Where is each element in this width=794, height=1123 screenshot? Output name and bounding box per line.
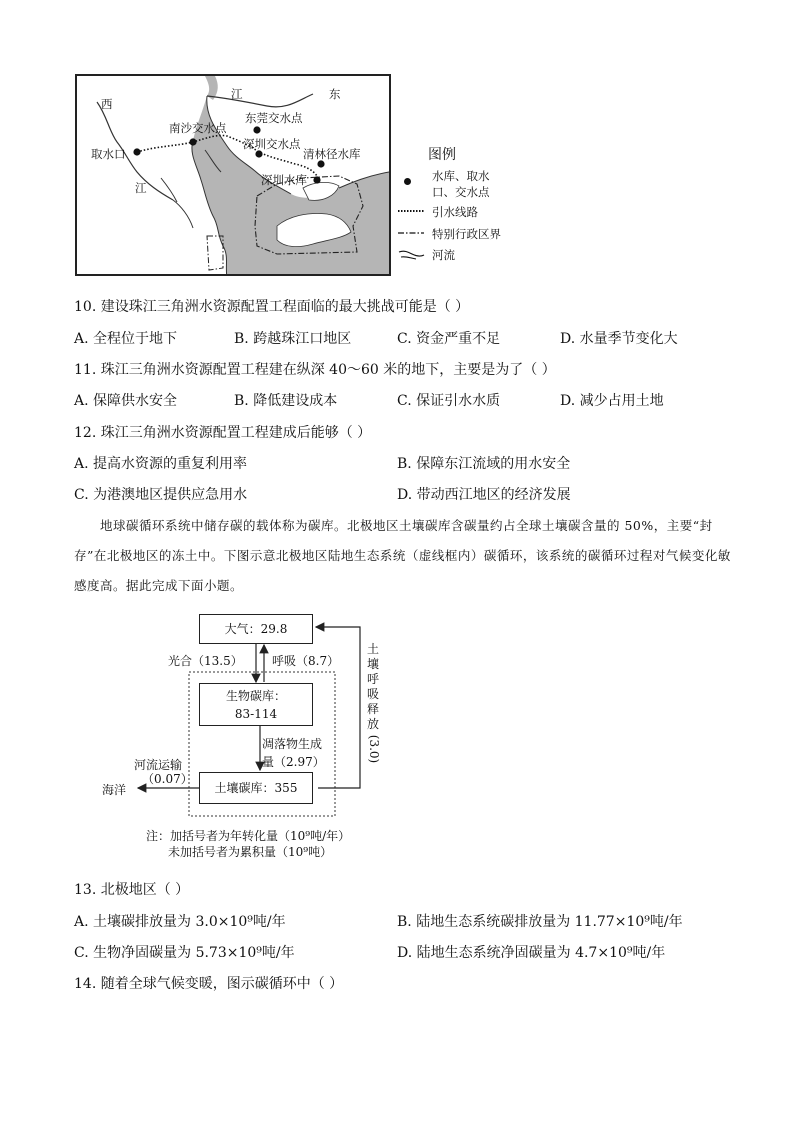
q11-option-a[interactable]: A. 保障供水安全	[74, 393, 178, 409]
q10-option-c[interactable]: C. 资金严重不足	[397, 331, 501, 347]
respiration-label: 呼吸（8.7）	[272, 654, 340, 668]
river-transport-value: （0.07）	[142, 772, 193, 786]
legend-route: 引水线路	[432, 205, 478, 219]
pearl-river-map	[75, 74, 391, 276]
q11-option-d[interactable]: D. 减少占用土地	[560, 393, 664, 409]
q10-option-d[interactable]: D. 水量季节变化大	[560, 331, 678, 347]
q11-option-b[interactable]: B. 降低建设成本	[234, 393, 338, 409]
map-label-shenzhen-jiao: 深圳交水点	[243, 137, 301, 151]
map-label-shenzhen-res: 深圳水库	[261, 173, 307, 187]
legend-boundary-icon	[396, 228, 426, 238]
legend-route-icon	[396, 206, 426, 216]
litter-label-line1: 凋落物生成	[262, 737, 323, 751]
q12-option-b[interactable]: B. 保障东江流域的用水安全	[397, 456, 571, 472]
soil-respiration-value: (3.0)	[367, 734, 382, 764]
photosynthesis-label: 光合（13.5）	[168, 654, 243, 668]
question-12-stem: 12. 珠江三角洲水资源配置工程建成后能够（ ）	[74, 425, 372, 441]
q12-option-c[interactable]: C. 为港澳地区提供应急用水	[74, 487, 248, 503]
legend-boundary: 特别行政区界	[432, 227, 501, 241]
question-11-stem: 11. 珠江三角洲水资源配置工程建在纵深 40～60 米的地下，主要是为了（ ）	[74, 362, 556, 378]
map-label-qinglinjing: 清林径水库	[303, 147, 361, 161]
bio-pool-label: 生物碳库：	[225, 689, 286, 703]
ocean-label: 海洋	[102, 783, 127, 797]
map-label-dongguan: 东莞交水点	[245, 111, 303, 125]
q13-option-a[interactable]: A. 土壤碳排放量为 3.0×10⁹吨/年	[74, 914, 286, 930]
q11-option-c[interactable]: C. 保证引水水质	[397, 393, 501, 409]
bio-pool-box	[199, 683, 313, 726]
map-label-intake: 取水口	[91, 147, 126, 161]
legend-river-icon	[396, 248, 426, 260]
legend-title: 图例	[428, 147, 456, 163]
q10-option-b[interactable]: B. 跨越珠江口地区	[234, 331, 352, 347]
q12-option-a[interactable]: A. 提高水资源的重复利用率	[74, 456, 248, 472]
question-13-stem: 13. 北极地区（ ）	[74, 882, 190, 898]
q13-option-c[interactable]: C. 生物净固碳量为 5.73×10⁹吨/年	[74, 945, 295, 961]
q10-option-a[interactable]: A. 全程位于地下	[74, 331, 178, 347]
legend-dot-line2: 口、交水点	[432, 185, 490, 199]
map-label-jiang-top: 江	[231, 87, 243, 101]
diagram-note-line1: 注：加括号者为年转化量（10⁹吨/年）	[146, 829, 351, 843]
map-graphic	[77, 76, 391, 276]
river-transport-label: 河流运输	[134, 758, 183, 772]
bio-pool-value: 83-114	[234, 707, 278, 721]
q13-option-b[interactable]: B. 陆地生态系统碳排放量为 11.77×10⁹吨/年	[397, 914, 683, 930]
atmosphere-pool-box: 大气：29.8	[199, 614, 313, 644]
map-label-dong: 东	[329, 87, 341, 101]
diagram-note-line2: 未加括号者为累积量（10⁹吨）	[168, 845, 333, 859]
legend-dot-icon	[404, 178, 411, 185]
soil-pool-box: 土壤碳库：355	[199, 772, 313, 804]
soil-respiration-label: 土壤呼吸释放	[366, 642, 379, 731]
q13-option-d[interactable]: D. 陆地生态系统净固碳量为 4.7×10⁹吨/年	[397, 945, 666, 961]
map-label-xi: 西	[101, 97, 113, 111]
question-14-stem: 14. 随着全球气候变暖，图示碳循环中（ ）	[74, 976, 344, 992]
q12-option-d[interactable]: D. 带动西江地区的经济发展	[397, 487, 571, 503]
litter-label-line2: 量（2.97）	[262, 755, 325, 769]
map-label-jiang-left: 江	[135, 181, 147, 195]
question-10-stem: 10. 建设珠江三角洲水资源配置工程面临的最大挑战可能是（ ）	[74, 299, 470, 315]
legend-river: 河流	[432, 248, 455, 262]
legend-dot-line1: 水库、取水	[432, 169, 490, 183]
map-label-nansha: 南沙交水点	[169, 121, 227, 135]
passage-text: 地球碳循环系统中储存碳的载体称为碳库。北极地区土壤碳库含碳量约占全球土壤碳含量的 50%，主要“封存”在北极地区的冻土中。下图示意北极地区陆地生态系统（虚线框内）碳循环，该系统的碳循环过程对气候变化敏感度高。据此完成下面小题。	[74, 518, 731, 593]
